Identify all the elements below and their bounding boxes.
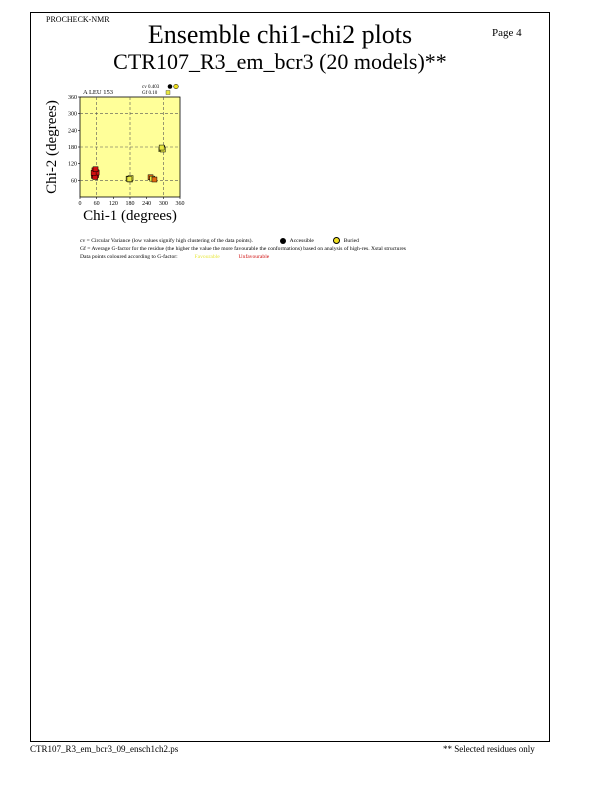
legend-colour-text: Data points coloured according to G-factor: — [80, 254, 178, 260]
buried-label: Buried — [343, 238, 359, 244]
favourable-label: Favourable — [194, 254, 220, 260]
x-tick-label: 180 — [125, 201, 135, 207]
legend — [80, 237, 406, 261]
page-title: Ensemble chi1-chi2 plots — [147, 20, 413, 49]
program-name: PROCHECK-NMR — [46, 15, 110, 24]
data-point — [152, 177, 157, 182]
footer-filename: CTR107_R3_em_bcr3_09_ensch1ch2.ps — [30, 744, 179, 754]
page-number: Page 4 — [492, 27, 522, 39]
y-axis-label: Chi-2 (degrees) — [44, 100, 60, 194]
data-point — [159, 145, 164, 150]
x-tick-label: 120 — [108, 201, 118, 207]
data-point — [93, 167, 98, 172]
footer-note: ** Selected residues only — [443, 744, 535, 754]
gf-colour-icon — [166, 91, 170, 95]
legend-line-colour — [80, 253, 406, 261]
legend-line-gf: Gf = Average G-factor for the residue (the higher the value the more favourable the conformations) based on analysis of high-res. Xstal structures — [80, 246, 406, 252]
cv-accessibility-icon — [168, 84, 173, 89]
buried-icon — [333, 237, 340, 244]
x-tick-label: 240 — [142, 201, 152, 207]
y-tick-label: 360 — [68, 95, 77, 101]
accessible-label: Accessible — [289, 238, 314, 244]
legend-cv-text: cv = Circular Variance (low values signify high clustering of the data points). — [80, 238, 253, 244]
cv-buried-icon — [174, 84, 179, 89]
x-tick-label: 300 — [158, 201, 168, 207]
gf-label: Gf 0.10 — [142, 91, 158, 96]
x-tick-label: 60 — [93, 201, 100, 207]
legend-line-cv — [80, 237, 406, 245]
accessible-icon — [280, 238, 286, 244]
page-subtitle: CTR107_R3_em_bcr3 (20 models)** — [113, 49, 447, 74]
x-tick-label: 0 — [78, 201, 82, 207]
y-tick-label: 180 — [68, 145, 77, 151]
x-tick-label: 360 — [175, 201, 185, 207]
x-axis-label: Chi-1 (degrees) — [83, 208, 177, 224]
y-tick-label: 240 — [68, 128, 77, 135]
y-tick-label: 60 — [71, 178, 77, 185]
cv-label: cv 0.403 — [142, 85, 160, 90]
residue-label: A LEU 153 — [83, 89, 113, 96]
unfavourable-label: Unfavourable — [238, 254, 270, 260]
y-tick-label: 300 — [68, 111, 77, 118]
y-tick-label: 120 — [68, 161, 77, 168]
data-point — [127, 177, 132, 182]
